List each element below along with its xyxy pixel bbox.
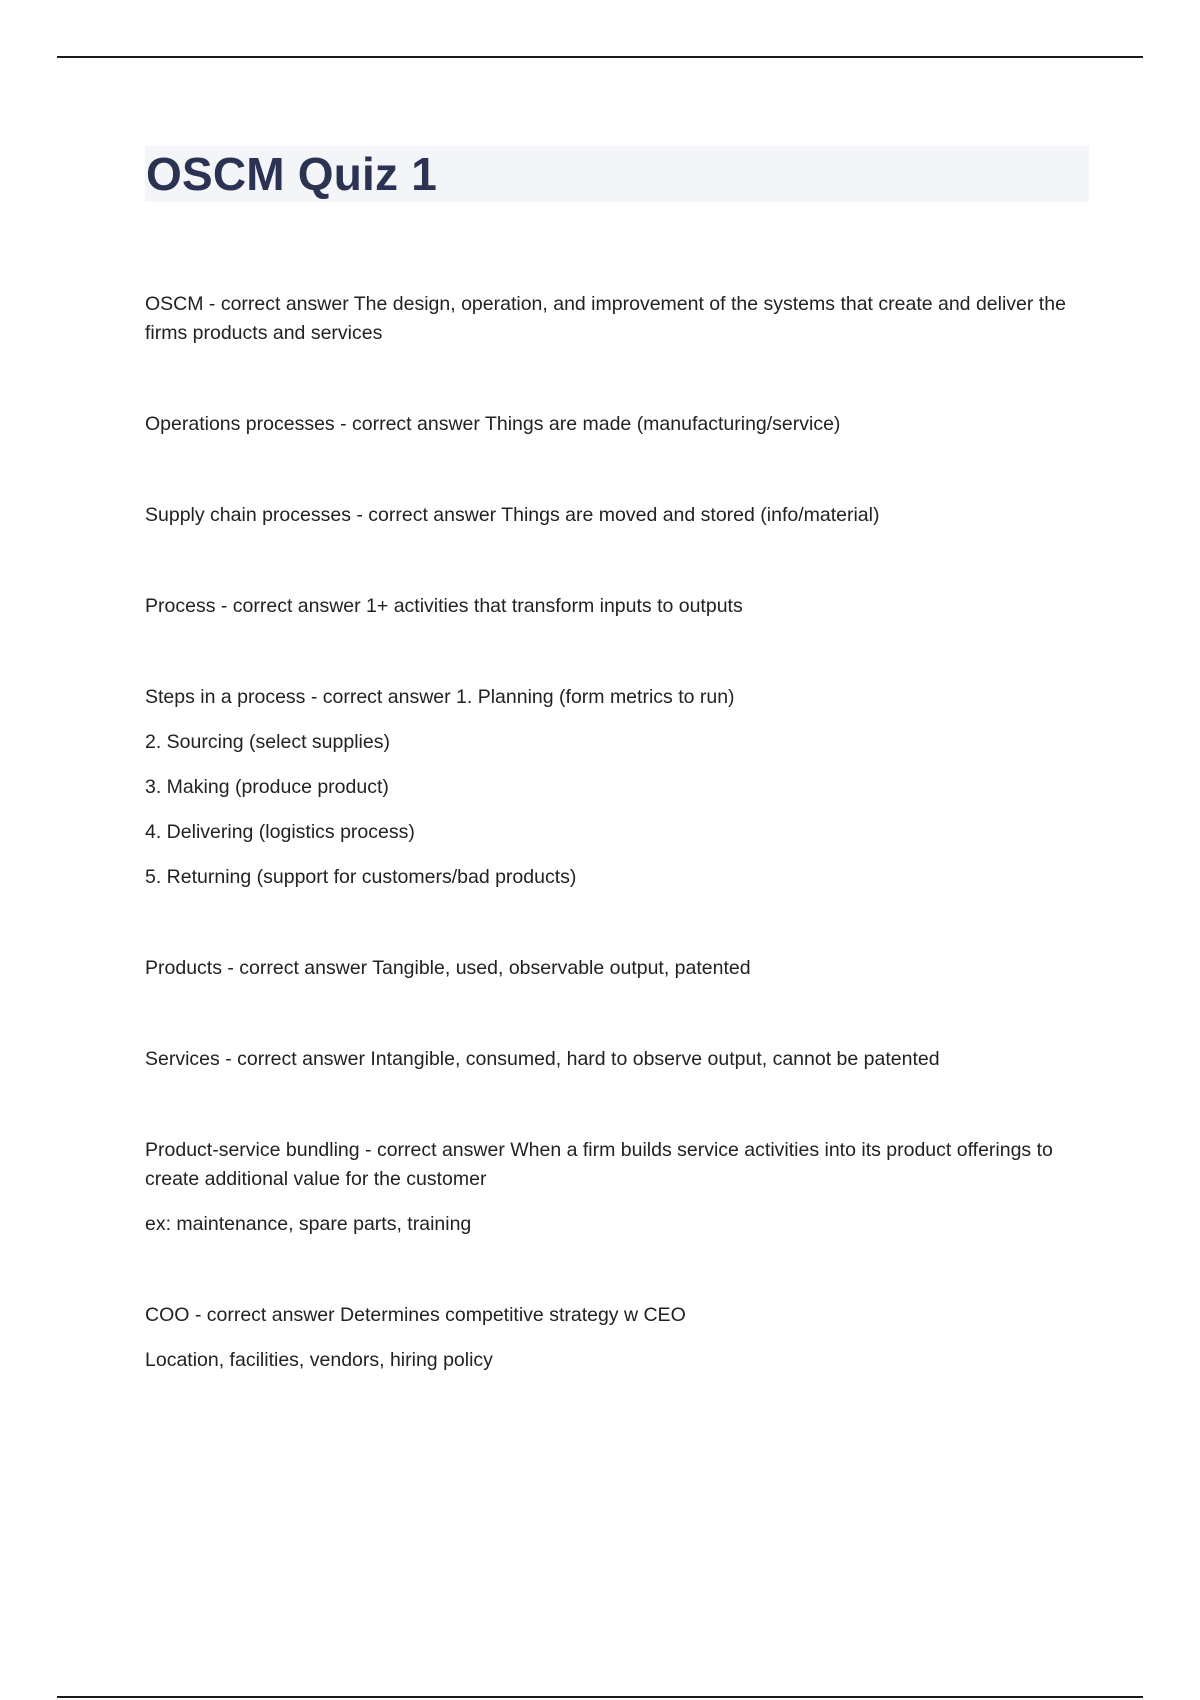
quiz-entry-steps-in-a-process	[145, 683, 1085, 892]
footer-rule	[57, 1696, 1143, 1698]
entry-line: Services - correct answer Intangible, consumed, hard to observe output, cannot be patented	[145, 1048, 940, 1070]
quiz-entry-oscm	[145, 290, 1085, 348]
entry-line: 4. Delivering (logistics process)	[145, 821, 415, 843]
header-rule	[57, 56, 1143, 58]
quiz-entry-supply-chain-processes	[145, 501, 1085, 530]
entry-line: Product-service bundling - correct answer When a firm builds service activities into its product offerings to create additional value for the customer	[145, 1139, 1053, 1190]
quiz-entry-product-service-bundling	[145, 1136, 1085, 1239]
quiz-entry-coo	[145, 1301, 1085, 1375]
quiz-entry-operations-processes	[145, 410, 1085, 439]
quiz-content	[145, 290, 1085, 1437]
entry-line: COO - correct answer Determines competitive strategy w CEO	[145, 1304, 686, 1326]
entry-line: Process - correct answer 1+ activities that transform inputs to outputs	[145, 595, 743, 617]
entry-line: 2. Sourcing (select supplies)	[145, 731, 390, 753]
entry-line: Location, facilities, vendors, hiring policy	[145, 1349, 493, 1371]
entry-line: Steps in a process - correct answer 1. Planning (form metrics to run)	[145, 686, 735, 708]
quiz-entry-products	[145, 954, 1085, 983]
entry-line: OSCM - correct answer The design, operation, and improvement of the systems that create and deliver the firms products and services	[145, 293, 1066, 344]
quiz-entry-services	[145, 1045, 1085, 1074]
quiz-entry-process	[145, 592, 1085, 621]
entry-line: 3. Making (produce product)	[145, 776, 389, 798]
entry-line: 5. Returning (support for customers/bad products)	[145, 866, 577, 888]
entry-line: Supply chain processes - correct answer Things are moved and stored (info/material)	[145, 504, 880, 526]
page-title: OSCM Quiz 1	[146, 148, 438, 200]
entry-line: ex: maintenance, spare parts, training	[145, 1213, 472, 1235]
entry-line: Operations processes - correct answer Things are made (manufacturing/service)	[145, 413, 841, 435]
entry-line: Products - correct answer Tangible, used, observable output, patented	[145, 957, 751, 979]
title-banner	[145, 146, 1089, 202]
